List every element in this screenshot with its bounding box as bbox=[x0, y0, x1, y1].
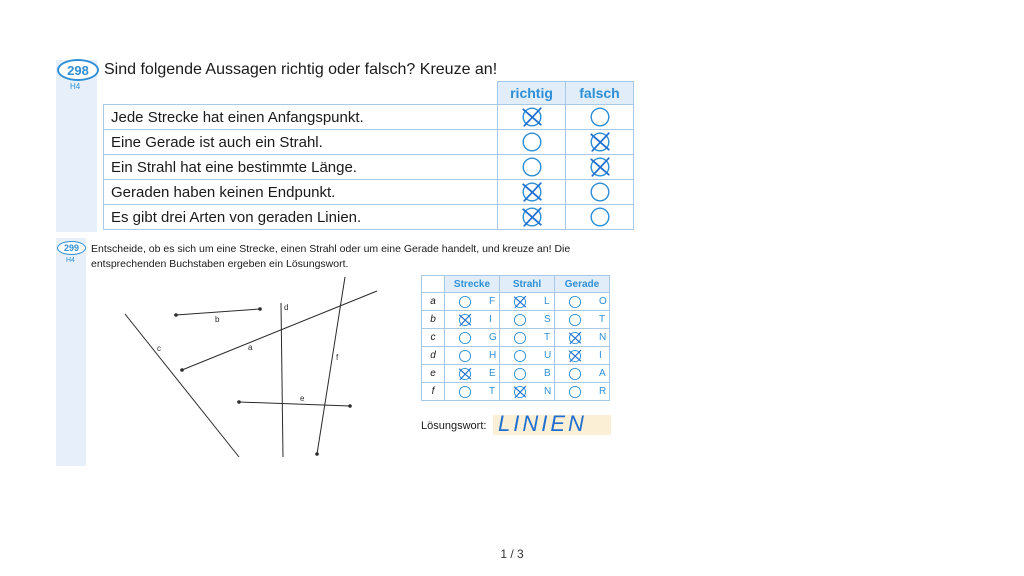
cell-richtig bbox=[498, 155, 566, 180]
option-letter: S bbox=[544, 314, 551, 325]
option-letter: T bbox=[544, 332, 551, 343]
statement-row bbox=[104, 105, 634, 130]
line-d bbox=[281, 303, 283, 457]
option-checkbox[interactable] bbox=[458, 385, 472, 399]
header-blank bbox=[104, 82, 498, 105]
option-cell bbox=[445, 365, 500, 383]
header-falsch: falsch bbox=[566, 82, 634, 105]
option-letter: R bbox=[599, 386, 607, 397]
option-checkbox[interactable] bbox=[458, 295, 472, 309]
option-checkbox[interactable] bbox=[513, 367, 527, 381]
option-checkbox[interactable] bbox=[458, 367, 472, 381]
line-c bbox=[125, 314, 239, 457]
richtig-checkbox[interactable] bbox=[521, 106, 543, 128]
row-label: d bbox=[422, 347, 445, 365]
line-row bbox=[422, 365, 610, 383]
option-cell bbox=[445, 347, 500, 365]
falsch-checkbox[interactable] bbox=[589, 181, 611, 203]
point-b1 bbox=[174, 313, 178, 317]
exercise-title-298: Sind folgende Aussagen richtig oder falsch? Kreuze an! bbox=[104, 61, 498, 78]
option-letter: G bbox=[489, 332, 497, 343]
option-checkbox[interactable] bbox=[513, 349, 527, 363]
option-checkbox[interactable] bbox=[513, 295, 527, 309]
falsch-checkbox[interactable] bbox=[589, 131, 611, 153]
cell-falsch bbox=[566, 130, 634, 155]
cell-richtig bbox=[498, 105, 566, 130]
option-cell bbox=[555, 293, 610, 311]
option-letter: L bbox=[544, 296, 550, 307]
level-label-298: H4 bbox=[70, 82, 81, 91]
cell-richtig bbox=[498, 130, 566, 155]
label-f: f bbox=[336, 353, 339, 362]
option-cell bbox=[555, 365, 610, 383]
option-cell bbox=[445, 293, 500, 311]
page-indicator: 1 / 3 bbox=[500, 547, 524, 561]
option-checkbox[interactable] bbox=[568, 331, 582, 345]
option-cell bbox=[500, 365, 555, 383]
solution-label: Lösungswort: bbox=[421, 420, 487, 432]
option-cell bbox=[500, 293, 555, 311]
richtig-checkbox[interactable] bbox=[521, 131, 543, 153]
richtig-checkbox[interactable] bbox=[521, 206, 543, 228]
statement-text: Geraden haben keinen Endpunkt. bbox=[104, 180, 498, 205]
cell-falsch bbox=[566, 155, 634, 180]
option-cell bbox=[555, 311, 610, 329]
option-letter: B bbox=[544, 368, 551, 379]
option-letter: O bbox=[599, 296, 607, 307]
solution-word: LINIEN bbox=[498, 411, 587, 436]
row-label: f bbox=[422, 383, 445, 401]
statement-row bbox=[104, 130, 634, 155]
label-d: d bbox=[284, 303, 289, 312]
falsch-checkbox[interactable] bbox=[589, 206, 611, 228]
option-letter: E bbox=[489, 368, 496, 379]
header-richtig: richtig bbox=[498, 82, 566, 105]
option-letter: T bbox=[489, 386, 496, 397]
richtig-checkbox[interactable] bbox=[521, 181, 543, 203]
line-row bbox=[422, 347, 610, 365]
option-cell bbox=[500, 383, 555, 401]
line-row bbox=[422, 311, 610, 329]
option-cell bbox=[500, 347, 555, 365]
point-e2 bbox=[348, 404, 352, 408]
line-f bbox=[317, 277, 345, 454]
point-f bbox=[315, 452, 319, 456]
line-type-table bbox=[421, 275, 610, 401]
option-letter: T bbox=[599, 314, 606, 325]
row-label: a bbox=[422, 293, 445, 311]
sidebar-299 bbox=[56, 238, 86, 466]
exercise-number-299: 299 bbox=[57, 241, 86, 255]
option-letter: N bbox=[599, 332, 607, 343]
level-label-299: H4 bbox=[66, 257, 75, 264]
option-letter: I bbox=[489, 314, 492, 325]
line-e bbox=[239, 402, 350, 406]
option-cell bbox=[445, 311, 500, 329]
lines-figure bbox=[115, 272, 385, 462]
cell-richtig bbox=[498, 205, 566, 230]
line-row bbox=[422, 329, 610, 347]
option-letter: U bbox=[544, 350, 552, 361]
statement-row bbox=[104, 180, 634, 205]
option-letter: N bbox=[544, 386, 552, 397]
exercise-number-298: 298 bbox=[57, 59, 99, 81]
cell-richtig bbox=[498, 180, 566, 205]
option-cell bbox=[555, 383, 610, 401]
option-checkbox[interactable] bbox=[513, 331, 527, 345]
richtig-checkbox[interactable] bbox=[521, 156, 543, 178]
option-checkbox[interactable] bbox=[458, 313, 472, 327]
line-row bbox=[422, 383, 610, 401]
statement-text: Es gibt drei Arten von geraden Linien. bbox=[104, 205, 498, 230]
label-c: c bbox=[157, 344, 161, 353]
falsch-checkbox[interactable] bbox=[589, 156, 611, 178]
option-checkbox[interactable] bbox=[458, 349, 472, 363]
true-false-table bbox=[103, 81, 634, 230]
header-strecke: Strecke bbox=[445, 276, 500, 293]
row-label: b bbox=[422, 311, 445, 329]
cell-falsch bbox=[566, 180, 634, 205]
option-cell bbox=[445, 329, 500, 347]
option-checkbox[interactable] bbox=[568, 295, 582, 309]
option-cell bbox=[500, 311, 555, 329]
option-cell bbox=[445, 383, 500, 401]
option-checkbox[interactable] bbox=[568, 349, 582, 363]
statement-row bbox=[104, 155, 634, 180]
option-letter: F bbox=[489, 296, 496, 307]
statement-row bbox=[104, 205, 634, 230]
point-b2 bbox=[258, 307, 262, 311]
statement-text: Eine Gerade ist auch ein Strahl. bbox=[104, 130, 498, 155]
option-letter: I bbox=[599, 350, 602, 361]
option-checkbox[interactable] bbox=[513, 385, 527, 399]
option-checkbox[interactable] bbox=[568, 313, 582, 327]
cell-falsch bbox=[566, 205, 634, 230]
statement-text: Jede Strecke hat einen Anfangspunkt. bbox=[104, 105, 498, 130]
row-label: e bbox=[422, 365, 445, 383]
point-a bbox=[180, 368, 184, 372]
option-cell bbox=[500, 329, 555, 347]
option-checkbox[interactable] bbox=[458, 331, 472, 345]
header-blank bbox=[422, 276, 445, 293]
option-cell bbox=[555, 347, 610, 365]
cell-falsch bbox=[566, 105, 634, 130]
line-a bbox=[182, 291, 377, 370]
label-b: b bbox=[215, 315, 220, 324]
row-label: c bbox=[422, 329, 445, 347]
option-checkbox[interactable] bbox=[568, 367, 582, 381]
point-e1 bbox=[237, 400, 241, 404]
falsch-checkbox[interactable] bbox=[589, 106, 611, 128]
header-strahl: Strahl bbox=[500, 276, 555, 293]
statement-text: Ein Strahl hat eine bestimmte Länge. bbox=[104, 155, 498, 180]
option-cell bbox=[555, 329, 610, 347]
option-checkbox[interactable] bbox=[513, 313, 527, 327]
option-checkbox[interactable] bbox=[568, 385, 582, 399]
exercise-instructions-299: Entscheide, ob es sich um eine Strecke, einen Strahl oder um eine Gerade handelt, und kreuze an! Die entsprechenden Buchstaben ergeben ein Lösungswort. bbox=[91, 243, 571, 270]
line-row bbox=[422, 293, 610, 311]
header-gerade: Gerade bbox=[555, 276, 610, 293]
option-letter: A bbox=[599, 368, 606, 379]
option-letter: H bbox=[489, 350, 497, 361]
label-a: a bbox=[248, 343, 253, 352]
label-e: e bbox=[300, 394, 305, 403]
